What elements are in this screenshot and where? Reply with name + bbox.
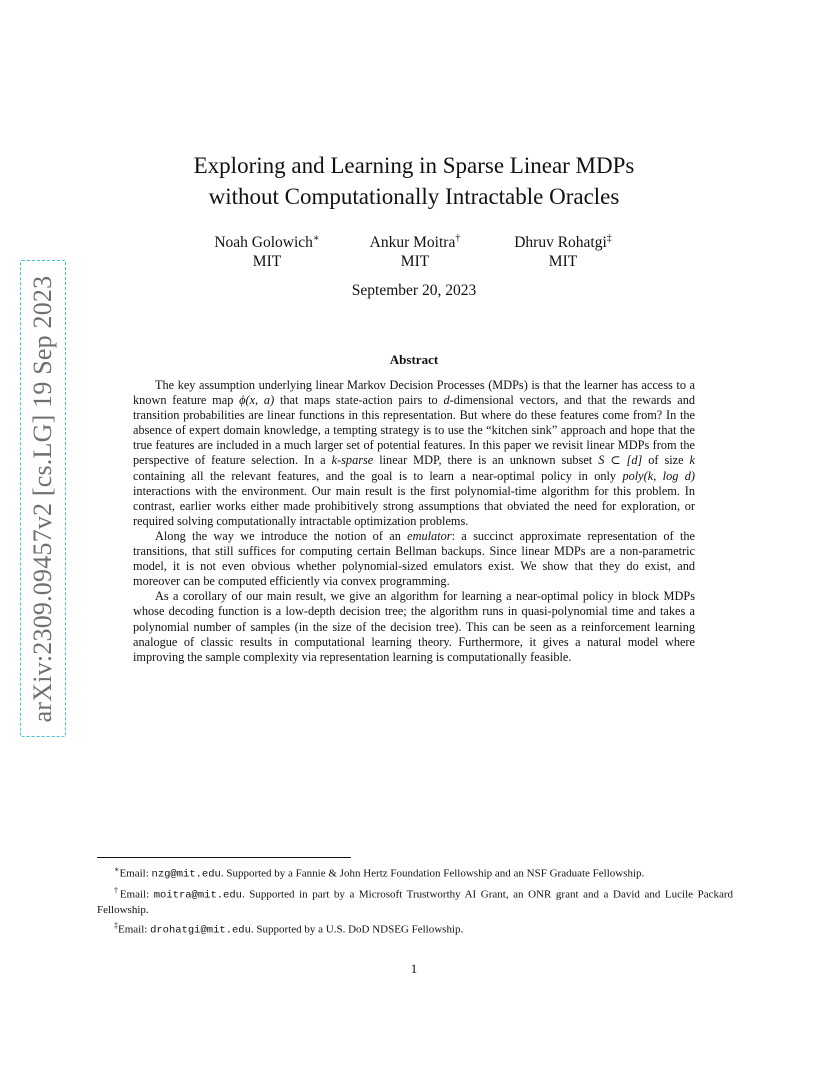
math-d: d: [443, 393, 450, 408]
author-affiliation: MIT: [252, 253, 282, 271]
math-subset: S ⊂ [d]: [598, 453, 643, 468]
email-link[interactable]: drohatgi@mit.edu: [150, 924, 251, 937]
author-footnote-mark: ∗: [312, 233, 320, 244]
author-name: Dhruv Rohatgi: [514, 234, 607, 252]
footnote-3: ‡Email: drohatgi@mit.edu. Supported by a U.S. DoD NDSEG Fellowship.: [114, 921, 464, 937]
footnote-rule: [97, 857, 351, 858]
paper-date: September 20, 2023: [351, 282, 477, 299]
author-affiliation: MIT: [400, 253, 430, 271]
abstract-paragraph-1: The key assumption underlying linear Markov Decision Processes (MDPs) is that the learner has access to a known feature map ϕ(x, a) that maps state-action pairs to d-dimensional vectors, and that the rewards and transition probabilities are linear functions in this representation. But where do these features come from? In the absence of expert domain knowledge, a tempting strategy is to use the “kitchen sink” approach and hope that the true features are included in a much larger set of potential features. In this paper we revisit linear MDPs from the perspective of feature selection. In a k-sparse linear MDP, there is an unknown subset S ⊂ [d] of size k containing all the relevant features, and the goal is to learn a near-optimal policy in only poly(k, log d) interactions with the environment. Our main result is the first polynomial-time algorithm for this problem. In contrast, earlier works either made prohibitively strong assumptions that obviated the need for exploration, or required solving computationally intractable optimization problems.: [133, 378, 695, 528]
abstract-body: [133, 378, 695, 665]
math-k: k: [689, 453, 695, 468]
abstract-heading: Abstract: [389, 352, 439, 367]
author-footnote-mark: ‡: [606, 233, 612, 244]
footnote-1: ∗Email: nzg@mit.edu. Supported by a Fannie & John Hertz Foundation Fellowship and an NSF Graduate Fellowship.: [114, 865, 645, 881]
footnotes: [97, 862, 733, 939]
paper-title: [0, 150, 828, 212]
email-link[interactable]: nzg@mit.edu: [151, 868, 221, 881]
arxiv-identifier-stamp: [20, 260, 66, 737]
author-golowich: [187, 229, 347, 271]
footnote-2: †Email: moitra@mit.edu. Supported in part by a Microsoft Trustworthy AI Grant, an ONR grant and a David and Lucile Packard Fellowship.: [97, 885, 734, 917]
abstract-paragraph-2: Along the way we introduce the notion of an emulator: a succinct approximate representation of the transitions, that still suffices for computing certain Bellman backups. Since linear MDPs are a non-parametric model, it is not even obvious whether polynomial-sized emulators exist. We show that they do exist, and moreover can be computed efficiently via convex programming.: [133, 528, 695, 589]
page-number: 1: [410, 961, 418, 976]
author-affiliation: MIT: [548, 253, 578, 271]
email-link[interactable]: moitra@mit.edu: [153, 889, 242, 902]
author-rohatgi: [483, 229, 643, 271]
abstract-paragraph-3: As a corollary of our main result, we give an algorithm for learning a near-optimal policy in block MDPs whose decoding function is a low-depth decision tree; the algorithm runs in quasi-polynomial time and takes a polynomial number of samples (in the size of the decision tree). This can be seen as a reinforcement learning analogue of classic results in computational learning theory. Furthermore, it gives a natural model where improving the sample complexity via representation learning is computationally feasible.: [133, 589, 695, 664]
math-poly: poly(k, log d): [622, 468, 695, 483]
author-name: Noah Golowich: [214, 234, 313, 252]
k-sparse-term: k-sparse: [331, 453, 374, 468]
author-footnote-mark: †: [455, 233, 461, 244]
title-line-1: Exploring and Learning in Sparse Linear MDPs: [193, 153, 635, 178]
math-phi: ϕ(x, a): [239, 393, 275, 408]
emulator-term: emulator: [407, 528, 452, 543]
title-line-2: without Computationally Intractable Oracles: [208, 184, 620, 209]
arxiv-identifier-text: arXiv:2309.09457v2 [cs.LG] 19 Sep 2023: [28, 275, 57, 722]
author-moitra: [335, 229, 495, 271]
author-name: Ankur Moitra: [369, 234, 456, 252]
